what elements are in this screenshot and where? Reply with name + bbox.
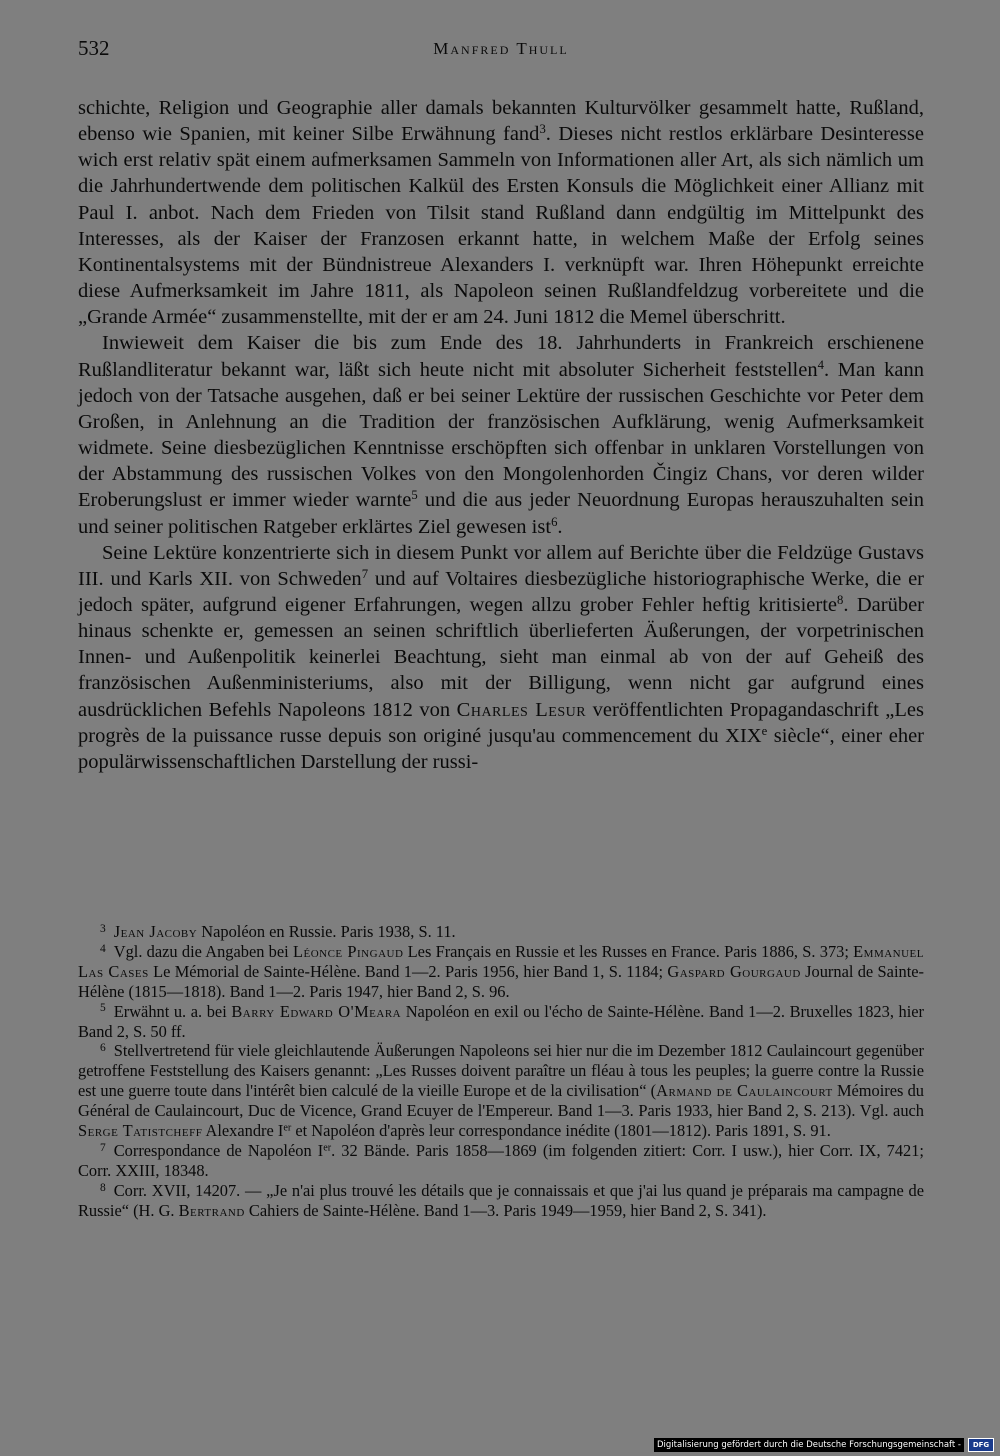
body-text bbox=[78, 95, 924, 775]
page-header bbox=[78, 36, 924, 70]
text-span: . bbox=[557, 515, 563, 538]
author-name: Jean Jacoby bbox=[113, 922, 198, 941]
paragraph-2 bbox=[78, 330, 924, 539]
digitization-text: Digitalisierung gefördert durch die Deutsche Forschungsgemeinschaft - bbox=[654, 1438, 964, 1452]
footnote-number: 8 bbox=[100, 1181, 106, 1194]
author-name: Barry Edward O'Meara bbox=[231, 1001, 402, 1021]
author-name: Serge Tatistcheff bbox=[78, 1121, 203, 1141]
footnote-ref: 3 bbox=[539, 122, 546, 137]
footnote-ref: 7 bbox=[361, 566, 369, 581]
text-span: Corr. XVII, 14207. — „Je n'ai plus trouvé les détails que je connaissais et que j'ai lus quand je préparais ma campagne de Russie“ (H. G. bbox=[78, 1180, 924, 1220]
text-span: und die aus jeder Neuordnung Europas herauszuhalten sein und seiner politischen Ratgeber erklärtes Ziel gewesen ist bbox=[78, 489, 925, 538]
text-span: Napoléon en Russie. Paris 1938, S. 11. bbox=[197, 922, 456, 941]
text-span: Les Français en Russie et les Russes en France. Paris 1886, S. 373; bbox=[403, 941, 854, 961]
text-span: Inwieweit dem Kaiser die bis zum Ende des 18. Jahrhunderts in Frankreich erschienene Rußlandliteratur bekannt war, läßt sich heute nicht mit absoluter Sicherheit feststellen bbox=[78, 332, 924, 381]
text-span: Erwähnt u. a. bei bbox=[113, 1001, 232, 1021]
footnote-ref: 4 bbox=[817, 357, 824, 372]
footnote-ref: 5 bbox=[411, 488, 418, 503]
text-span: Alexandre I bbox=[202, 1121, 284, 1141]
author-name: Léonce Pingaud bbox=[292, 941, 404, 961]
text-span: veröffentlichten Propagandaschrift „Les progrès de la puissance russe depuis son originé jusqu'au commencement du XIX bbox=[78, 698, 924, 747]
author-name: Gaspard Gourgaud bbox=[667, 961, 801, 981]
author-name: Armand de Caulaincourt bbox=[656, 1081, 833, 1101]
paragraph-1 bbox=[78, 95, 924, 330]
text-span: . Darüber hinaus schenkte er, gemessen an seinen schriftlich überlieferten Äußerungen, der vorpetrinischen Innen- und Außenpolitik keinerlei Beachtung, sieht man einmal ab von der auf Geheiß des französischen Außenministeriums, also mit der Billigung, wenn nicht gar aufgrund eines ausdrücklichen Befehls Napoleons 1812 von bbox=[78, 593, 925, 721]
footnote-7 bbox=[78, 1141, 924, 1181]
text-span: Mémoires du Général de Caulaincourt, Duc de Vicence, Grand Ecuyer de l'Empereur. Band 1—3. Paris 1933, hier Band 2, S. 213). Vgl. auch bbox=[78, 1081, 924, 1121]
text-span: Correspondance de Napoléon I bbox=[113, 1140, 324, 1160]
text-span: et Napoléon d'après leur correspondance inédite (1801—1812). Paris 1891, S. 91. bbox=[291, 1121, 831, 1141]
text-span: Stellvertretend für viele gleichlautende Äußerungen Napoleons sei hier nur die im Dezember 1812 Caulaincourt gegenüber getroffene Feststellung des Kaisers genannt: „Les Russes doivent paraître un fléau à tous les peuples; la guerre contre la Russie est une guerre toute dans l'intérêt bien calculé de la vieille Europe et de la civilisation“ ( bbox=[78, 1041, 924, 1101]
footnote-number: 7 bbox=[100, 1141, 106, 1154]
footnote-number: 3 bbox=[100, 922, 106, 935]
text-span: Le Mémorial de Sainte-Hélène. Band 1—2. Paris 1956, hier Band 1, S. 1184; bbox=[148, 961, 668, 981]
superscript: e bbox=[761, 723, 768, 738]
text-span: siècle“, einer eher populärwissenschaftlichen Darstellung der russi- bbox=[78, 724, 924, 773]
author-name: Charles Lesur bbox=[456, 698, 587, 721]
text-span: . Man kann jedoch von der Tatsache ausgehen, daß er bei seiner Lektüre der russischen Geschichte vor Peter dem Großen, in Anlehnung an die Tradition der französischen Aufklärung, wenig Aufmerksamkeit widmete. Seine diesbezüglichen Kenntnisse erschöpften sich offenbar in unklaren Vorstellungen von der Abstammung des russischen Volkes von den Mongolenhorden Čingiz Chans, vor deren wilder Eroberungslust er immer wieder warnte bbox=[78, 358, 924, 512]
text-span: Seine Lektüre konzentrierte sich in diesem Punkt vor allem auf Berichte über die Feldzüge Gustavs III. und Karls XII. von Schweden bbox=[78, 541, 924, 590]
author-name: Bertrand bbox=[178, 1200, 245, 1220]
footnote-8 bbox=[78, 1181, 924, 1221]
text-span: Vgl. dazu die Angaben bei bbox=[113, 941, 293, 961]
footnote-4 bbox=[78, 942, 924, 1002]
text-span: schichte, Religion und Geographie aller damals bekannten Kulturvölker gesammelt hatte, Rußland, ebenso wie Spanien, mit keiner Silbe Erwähnung fand bbox=[78, 97, 924, 146]
footnotes bbox=[78, 922, 924, 1221]
superscript: er bbox=[283, 1122, 292, 1134]
author-name: Emmanuel Las Cases bbox=[78, 941, 924, 981]
footnote-number: 5 bbox=[100, 1002, 106, 1015]
footnote-5 bbox=[78, 1002, 924, 1042]
running-head: Manfred Thull bbox=[433, 39, 569, 58]
text-span: und auf Voltaires diesbezügliche historiographische Werke, die er jedoch später, aufgrund eigener Erfahrungen, wegen allzu grober Fehler heftig kritisierte bbox=[78, 567, 924, 616]
page-number: 532 bbox=[78, 36, 110, 60]
superscript: er bbox=[323, 1142, 332, 1154]
text-span: Napoléon en exil ou l'écho de Sainte-Hélène. Band 1—2. Bruxelles 1823, hier Band 2, S. 50 ff. bbox=[78, 1001, 925, 1041]
footnote-number: 6 bbox=[100, 1042, 106, 1055]
paragraph-3 bbox=[78, 540, 924, 775]
digitization-notice bbox=[654, 1438, 994, 1452]
footnote-ref: 8 bbox=[837, 592, 844, 607]
text-span: Cahiers de Sainte-Hélène. Band 1—3. Paris 1949—1959, hier Band 2, S. 341). bbox=[244, 1200, 767, 1220]
text-span: . Dieses nicht restlos erklärbare Desinteresse wich erst relativ spät einem aufmerksamen Sammeln von Informationen aller Art, als sich nämlich um die Jahrhundertwende dem politischen Kalkül des Ersten Konsuls die Möglichkeit einer Allianz mit Paul I. anbot. Nach dem Frieden von Tilsit stand Rußland dann endgültig im Mittelpunkt des Interesses, als der Kaiser der Franzosen erkannt hatte, in welchem Maße der Erfolg seines Kontinentalsystems mit der Bündnistreue Alexanders I. verknüpft war. Ihren Höhepunkt erreichte diese Aufmerksamkeit im Jahre 1811, als Napoleon seinen Rußlandfeldzug vorbereitete und die „Grande Armée“ zusammenstellte, mit der er am 24. Juni 1812 die Memel überschritt. bbox=[78, 123, 924, 329]
text-span: Journal de Sainte-Hélène (1815—1818). Band 1—2. Paris 1947, hier Band 2, S. 96. bbox=[78, 961, 924, 1001]
dfg-logo-icon[interactable]: DFG bbox=[968, 1438, 994, 1452]
footnote-6 bbox=[78, 1041, 924, 1141]
footnote-number: 4 bbox=[100, 942, 106, 955]
footnote-ref: 6 bbox=[551, 514, 558, 529]
text-span: . 32 Bände. Paris 1858—1869 (im folgenden zitiert: Corr. I usw.), hier Corr. IX, 7421; Corr. XXIII, 18348. bbox=[78, 1140, 924, 1180]
footnote-3 bbox=[78, 922, 924, 942]
